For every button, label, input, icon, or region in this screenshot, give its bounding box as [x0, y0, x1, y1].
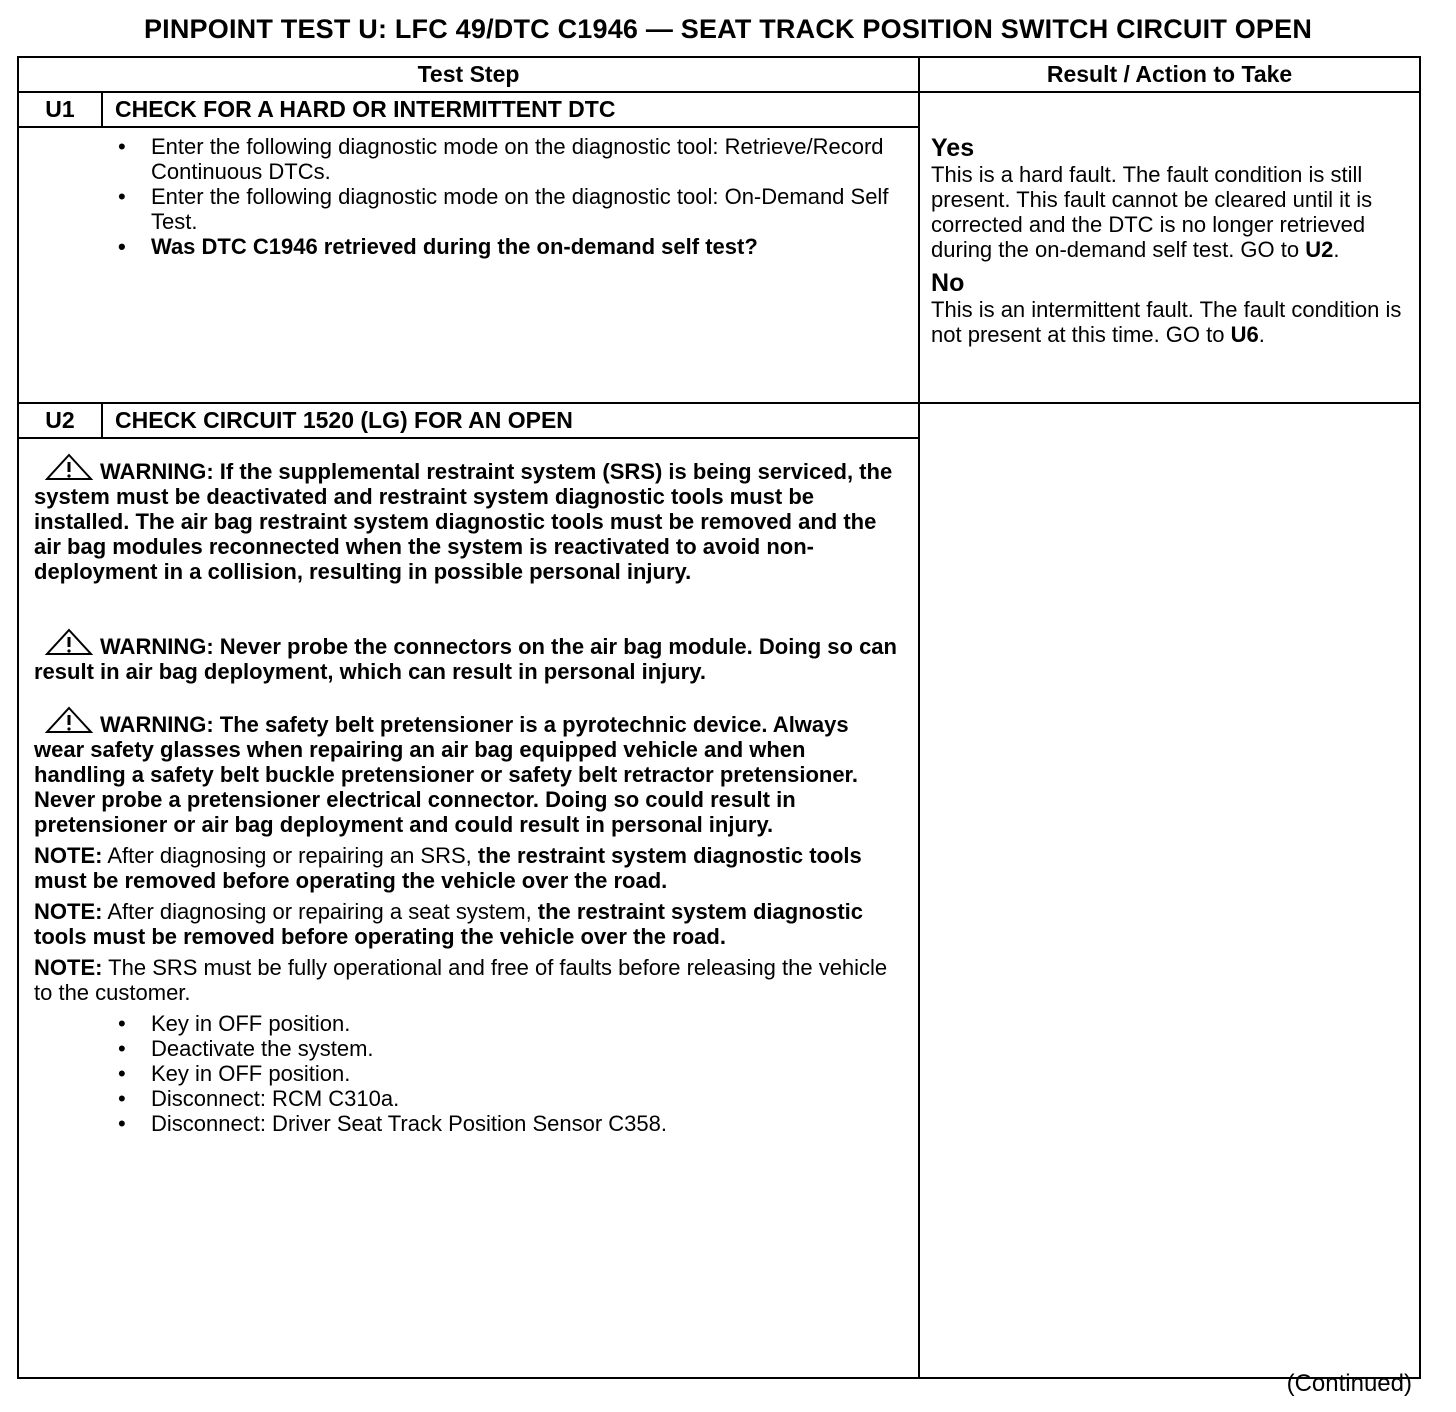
list-item: • Enter the following diagnostic mode on the diagnostic tool: Retrieve/Record Continuous DTCs. [114, 134, 898, 184]
list-item: • Key in OFF position. [114, 1011, 898, 1036]
step-u2-header-row [18, 403, 1420, 438]
step-heading-u2: CHECK CIRCUIT 1520 (LG) FOR AN OPEN [102, 403, 919, 438]
step-id-u1: U1 [18, 92, 102, 127]
step-u1-bullets [114, 134, 898, 259]
note-seat-system [34, 899, 898, 949]
step-u2-bullets [114, 1011, 898, 1136]
warning-srs-service [34, 453, 898, 584]
note-text: After diagnosing or repairing a seat system, [102, 899, 538, 924]
goto-u6-link[interactable]: U6 [1230, 322, 1259, 347]
step-u2-result [919, 403, 1420, 1378]
warning-triangle-icon [44, 706, 94, 734]
list-item: • Deactivate the system. [114, 1036, 898, 1061]
result-yes-body: This is a hard fault. The fault condition is still present. This fault cannot be cleared until it is corrected and the DTC is no longer retrieved during the on-demand self test. GO to [931, 162, 1373, 262]
step-u1-result [919, 92, 1420, 403]
warning-triangle-icon [44, 453, 94, 481]
warning-probe-connectors [34, 628, 898, 684]
step-id-u2: U2 [18, 403, 102, 438]
step-u1-header-row [18, 92, 1420, 127]
list-item: • Disconnect: RCM C310a. [114, 1086, 898, 1111]
result-no-body: This is an intermittent fault. The fault condition is not present at this time. GO to [931, 297, 1402, 347]
warning-text: WARNING: Never probe the connectors on the air bag module. Doing so can result in air bag deployment, which can result in personal injury. [34, 634, 897, 684]
pinpoint-test-table [17, 56, 1421, 1379]
note-label: NOTE: [34, 899, 103, 924]
note-srs-operational [34, 955, 898, 1005]
note-text: The SRS must be fully operational and free of faults before releasing the vehicle to the customer. [34, 955, 888, 1005]
note-text: After diagnosing or repairing an SRS, [102, 843, 478, 868]
warning-triangle-icon [44, 628, 94, 656]
goto-u2-link[interactable]: U2 [1305, 237, 1334, 262]
step-u2-body [18, 438, 919, 1378]
step-heading-u1: CHECK FOR A HARD OR INTERMITTENT DTC [102, 92, 919, 127]
result-yes-label: Yes [931, 134, 975, 162]
note-srs-tools [34, 843, 898, 893]
list-item-question: • Was DTC C1946 retrieved during the on-demand self test? [114, 234, 898, 259]
continued-label: (Continued) [1286, 1370, 1412, 1397]
page-title: PINPOINT TEST U: LFC 49/DTC C1946 — SEAT TRACK POSITION SWITCH CIRCUIT OPEN [143, 14, 1313, 44]
note-label: NOTE: [34, 955, 103, 980]
warning-text: WARNING: The safety belt pretensioner is a pyrotechnic device. Always wear safety glasses when repairing an air bag equipped vehicle and when handling a safety belt buckle pretensioner or safety belt retractor pretensioner. Never probe a pretensioner electrical connector. Doing so could result in pretensioner or air bag deployment and could result in personal injury. [34, 712, 859, 837]
result-no-text: This is an intermittent fault. The fault condition is not present at this time. GO to U6. [931, 297, 1402, 347]
list-item: • Disconnect: Driver Seat Track Position Sensor C358. [114, 1111, 898, 1136]
result-yes-text: This is a hard fault. The fault condition is still present. This fault cannot be cleared until it is corrected and the DTC is no longer retrieved during the on-demand self test. GO to U2. [931, 162, 1373, 262]
result-no-label: No [931, 269, 965, 297]
table-header-row [18, 57, 1420, 92]
column-header-result: Result / Action to Take [919, 57, 1420, 92]
note-emphasis: the restraint system diagnostic tools must be removed before operating the vehicle over the road. [34, 843, 862, 893]
warning-text: WARNING: If the supplemental restraint system (SRS) is being serviced, the system must be deactivated and restraint system diagnostic tools must be installed. The air bag restraint system diagnostic tools must be removed and the air bag modules reconnected when the system is reactivated to avoid non-deployment in a collision, resulting in possible personal injury. [34, 459, 893, 584]
warning-pretensioner [34, 706, 898, 837]
column-header-test-step: Test Step [18, 57, 919, 92]
list-item: • Enter the following diagnostic mode on the diagnostic tool: On-Demand Self Test. [114, 184, 898, 234]
list-item: • Key in OFF position. [114, 1061, 898, 1086]
step-u1-body [18, 127, 919, 403]
note-emphasis: the restraint system diagnostic tools must be removed before operating the vehicle over the road. [34, 899, 864, 949]
note-label: NOTE: [34, 843, 103, 868]
